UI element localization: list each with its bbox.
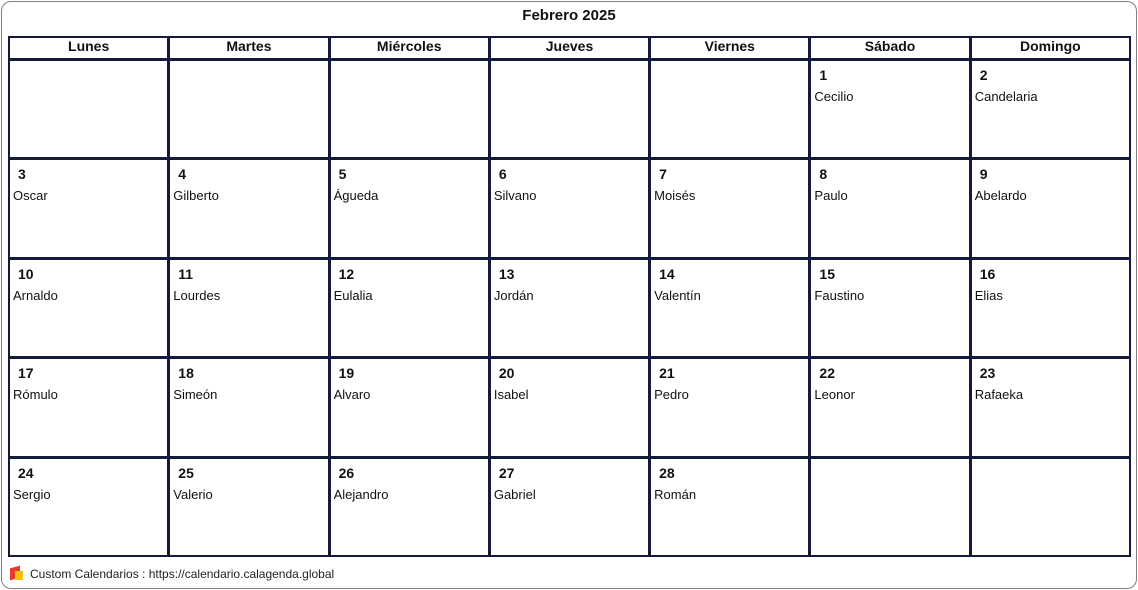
day-cell	[651, 61, 808, 157]
day-number: 17	[18, 365, 34, 382]
saint-name: Alvaro	[333, 387, 371, 403]
saint-name: Román	[654, 486, 697, 502]
day-cell	[811, 260, 968, 356]
day-cell	[491, 260, 648, 356]
saint-name: Águeda	[333, 188, 379, 204]
day-number: 27	[498, 464, 515, 481]
day-number: 25	[178, 464, 194, 481]
weekday-header: Miércoles	[331, 38, 488, 58]
day-cell	[972, 61, 1129, 157]
day-number: 3	[18, 166, 26, 183]
saint-name: Rómulo	[13, 387, 58, 403]
calendar-title: Febrero 2025	[522, 7, 616, 24]
saint-name: Sergio	[13, 486, 51, 502]
day-cell	[651, 160, 808, 256]
day-number: 12	[338, 265, 355, 282]
day-cell	[331, 359, 488, 455]
footer	[10, 566, 334, 582]
day-cell	[491, 359, 648, 455]
saint-name: Valerio	[173, 486, 213, 502]
day-cell	[10, 260, 167, 356]
day-number: 6	[498, 166, 507, 183]
day-cell	[972, 160, 1129, 256]
day-cell	[972, 260, 1129, 356]
day-cell	[10, 61, 167, 157]
day-number: 16	[979, 265, 996, 282]
day-number: 9	[979, 166, 988, 183]
day-cell	[811, 459, 968, 555]
saint-name: Gilberto	[173, 188, 219, 204]
saint-name: Valentín	[654, 287, 701, 303]
weekday-header: Sábado	[811, 38, 968, 58]
day-cell	[170, 459, 327, 555]
day-number: 1	[819, 67, 828, 83]
saint-name: Pedro	[654, 387, 689, 403]
day-cell	[170, 61, 327, 157]
day-number: 13	[498, 265, 515, 282]
day-number: 28	[659, 464, 675, 481]
day-number: 10	[18, 265, 34, 282]
saint-name: Jordán	[493, 287, 534, 303]
day-cell	[811, 359, 968, 455]
day-cell	[331, 459, 488, 555]
day-number: 22	[819, 365, 835, 382]
day-cell	[491, 61, 648, 157]
day-number: 7	[659, 166, 667, 183]
day-cell	[10, 359, 167, 455]
saint-name: Leonor	[814, 387, 855, 403]
saint-name: Oscar	[13, 188, 48, 204]
day-number: 14	[659, 265, 675, 282]
saint-name: Faustino	[814, 287, 865, 303]
weekday-header: Jueves	[491, 38, 648, 58]
saint-name: Candelaria	[974, 89, 1038, 104]
day-cell	[491, 160, 648, 256]
day-cell	[170, 160, 327, 256]
day-number: 5	[338, 166, 347, 183]
saint-name: Abelardo	[974, 188, 1027, 204]
calendar-grid	[8, 36, 1131, 557]
day-cell	[170, 260, 327, 356]
day-number: 11	[178, 265, 194, 282]
day-cell	[811, 61, 968, 157]
day-number: 26	[338, 464, 355, 481]
day-cell	[651, 459, 808, 555]
day-cell	[331, 260, 488, 356]
day-number: 20	[498, 365, 515, 382]
weekday-header: Martes	[170, 38, 327, 58]
day-cell	[972, 359, 1129, 455]
saint-name: Elias	[974, 287, 1003, 303]
day-cell	[170, 359, 327, 455]
day-number: 19	[338, 365, 355, 382]
day-cell	[972, 459, 1129, 555]
day-number: 24	[18, 464, 34, 481]
saint-name: Cecilio	[814, 89, 854, 104]
day-number: 8	[819, 166, 828, 183]
day-number: 15	[819, 265, 835, 282]
day-number: 18	[178, 365, 194, 382]
day-cell	[10, 160, 167, 256]
saint-name: Paulo	[814, 188, 848, 204]
weekday-header: Viernes	[651, 38, 808, 58]
footer-text[interactable]: Custom Calendarios : https://calendario.calagenda.global	[30, 567, 335, 581]
saint-name: Silvano	[493, 188, 537, 204]
day-number: 23	[979, 365, 996, 382]
day-cell	[10, 459, 167, 555]
weekday-header: Domingo	[972, 38, 1129, 58]
day-number: 21	[659, 365, 675, 382]
saint-name: Eulalia	[333, 287, 373, 303]
saint-name: Isabel	[493, 387, 529, 403]
saint-name: Moisés	[654, 188, 696, 204]
saint-name: Simeón	[173, 387, 218, 403]
day-cell	[331, 160, 488, 256]
calagenda-logo-icon	[10, 567, 24, 581]
saint-name: Alejandro	[333, 486, 389, 502]
saint-name: Gabriel	[493, 486, 536, 502]
saint-name: Lourdes	[173, 287, 221, 303]
saint-name: Arnaldo	[13, 287, 58, 303]
saint-name: Rafaeka	[974, 387, 1024, 403]
day-cell	[651, 260, 808, 356]
day-cell	[491, 459, 648, 555]
weekday-header: Lunes	[10, 38, 167, 58]
day-number: 2	[979, 67, 988, 83]
day-number: 4	[178, 166, 187, 183]
day-cell	[331, 61, 488, 157]
day-cell	[651, 359, 808, 455]
day-cell	[811, 160, 968, 256]
